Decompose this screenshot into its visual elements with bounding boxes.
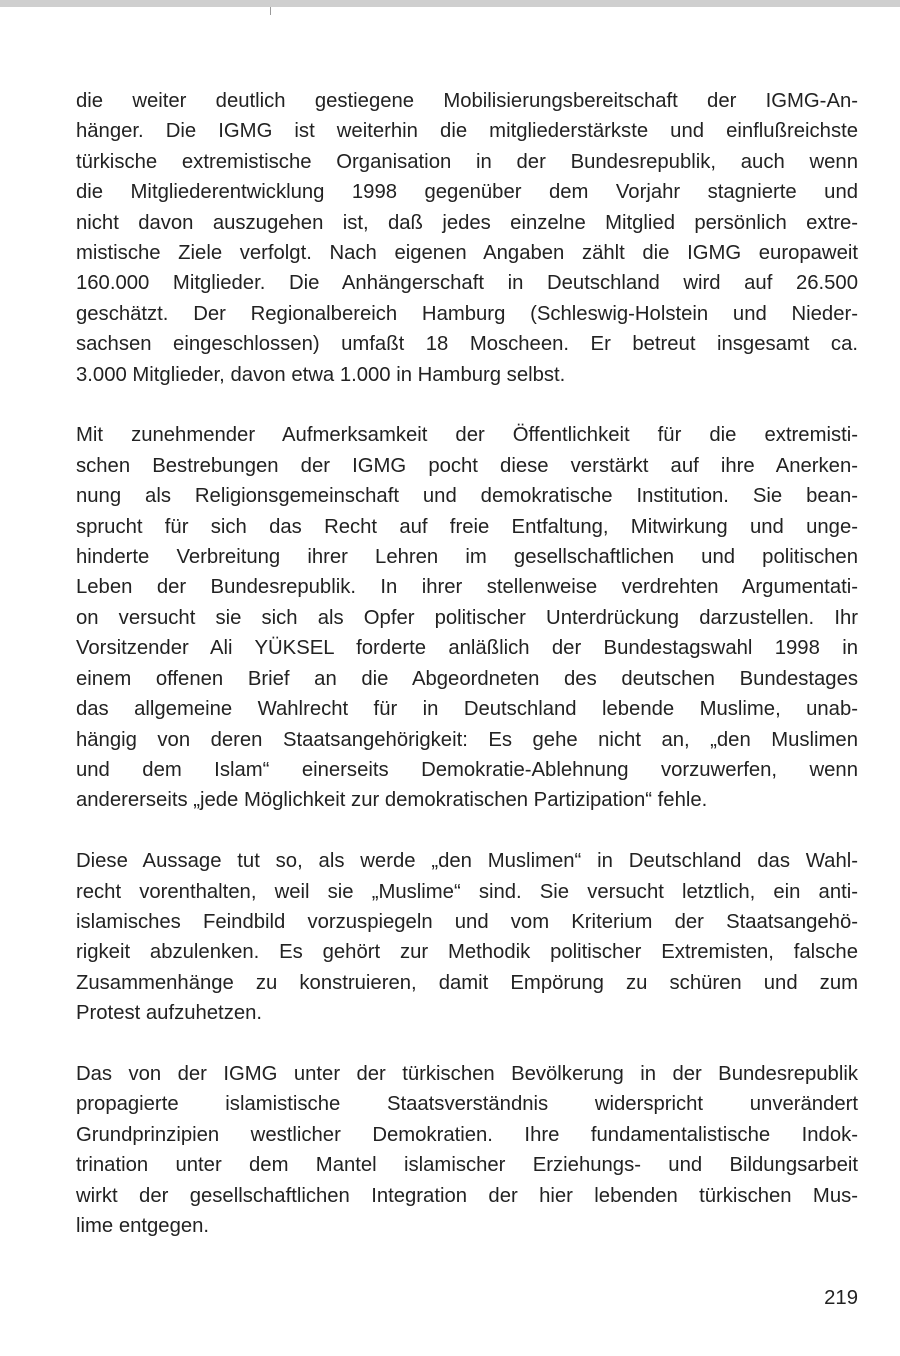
text-line: die weiter deutlich gestiegene Mobilisierungsbereitschaft der IGMG-An- xyxy=(76,90,858,112)
text-line: on versucht sie sich als Opfer politischer Unterdrückung darzustellen. Ihr xyxy=(76,606,858,629)
text-line: Vorsitzender Ali YÜKSEL forderte anläßlich der Bundestagswahl 1998 in xyxy=(76,637,858,660)
text-line: Diese Aussage tut so, als werde „den Muslimen“ in Deutschland das Wahl- xyxy=(76,850,858,873)
text-line: islamisches Feindbild vorzuspiegeln und vom Kriterium der Staatsangehö- xyxy=(76,910,858,933)
scan-top-edge xyxy=(0,0,900,7)
scan-top-mark xyxy=(270,7,271,15)
text-line: rigkeit abzulenken. Es gehört zur Methodik politischer Extremisten, falsche xyxy=(76,941,858,964)
text-line: trination unter dem Mantel islamischer Erziehungs- und Bildungsarbeit xyxy=(76,1154,858,1177)
text-line: sachsen eingeschlossen) umfaßt 18 Moscheen. Er betreut insgesamt ca. xyxy=(76,333,858,356)
text-line: lime entgegen. xyxy=(76,1214,210,1237)
text-line: 3.000 Mitglieder, davon etwa 1.000 in Hamburg selbst. xyxy=(76,363,566,386)
text-line: Das von der IGMG unter der türkischen Bevölkerung in der Bundesrepublik xyxy=(76,1062,858,1085)
text-line: und dem Islam“ einerseits Demokratie-Ablehnung vorzuwerfen, wenn xyxy=(76,758,858,781)
text-line: recht vorenthalten, weil sie „Muslime“ sind. Sie versucht letztlich, ein anti- xyxy=(76,880,858,903)
paragraph-2 xyxy=(76,420,858,815)
text-line: Zusammenhänge zu konstruieren, damit Empörung zu schüren und zum xyxy=(76,971,858,994)
text-line: einem offenen Brief an die Abgeordneten des deutschen Bundestages xyxy=(76,667,858,690)
text-line: 160.000 Mitglieder. Die Anhängerschaft in Deutschland wird auf 26.500 xyxy=(76,272,858,295)
text-line: die Mitgliederentwicklung 1998 gegenüber dem Vorjahr stagnierte und xyxy=(76,181,858,204)
text-line: hinderte Verbreitung ihrer Lehren im gesellschaftlichen und politischen xyxy=(76,546,858,569)
text-line: hänger. Die IGMG ist weiterhin die mitgliederstärkste und einflußreichste xyxy=(76,120,858,143)
text-line: wirkt der gesellschaftlichen Integration der hier lebenden türkischen Mus- xyxy=(76,1184,858,1207)
text-line: nicht davon auszugehen ist, daß jedes einzelne Mitglied persönlich extre- xyxy=(76,211,858,234)
text-line: schen Bestrebungen der IGMG pocht diese verstärkt auf ihre Anerken- xyxy=(76,454,858,477)
text-line: Protest aufzuhetzen. xyxy=(76,1002,263,1025)
text-line: propagierte islamistische Staatsverständnis widerspricht unverändert xyxy=(76,1093,858,1116)
paragraph-3 xyxy=(76,846,858,1028)
paragraph-1 xyxy=(76,86,858,390)
text-line: hängig von deren Staatsangehörigkeit: Es gehe nicht an, „den Muslimen xyxy=(76,728,858,751)
text-line: Grundprinzipien westlicher Demokratien. Ihre fundamentalistische Indok- xyxy=(76,1123,858,1146)
body-text xyxy=(76,86,858,1272)
text-line: mistische Ziele verfolgt. Nach eigenen Angaben zählt die IGMG europaweit xyxy=(76,242,858,265)
text-line: geschätzt. Der Regionalbereich Hamburg (Schleswig-Holstein und Nieder- xyxy=(76,302,858,325)
text-line: Leben der Bundesrepublik. In ihrer stellenweise verdrehten Argumentati- xyxy=(76,576,858,599)
page-number: 219 xyxy=(824,1287,858,1309)
text-line: sprucht für sich das Recht auf freie Entfaltung, Mitwirkung und unge- xyxy=(76,515,858,538)
text-line: türkische extremistische Organisation in der Bundesrepublik, auch wenn xyxy=(76,150,858,173)
paragraph-4 xyxy=(76,1059,858,1241)
text-line: andererseits „jede Möglichkeit zur demokratischen Partizipation“ fehle. xyxy=(76,789,708,812)
text-line: das allgemeine Wahlrecht für in Deutschland lebende Muslime, unab- xyxy=(76,698,858,721)
text-line: nung als Religionsgemeinschaft und demokratische Institution. Sie bean- xyxy=(76,485,858,508)
text-line: Mit zunehmender Aufmerksamkeit der Öffentlichkeit für die extremisti- xyxy=(76,424,858,447)
